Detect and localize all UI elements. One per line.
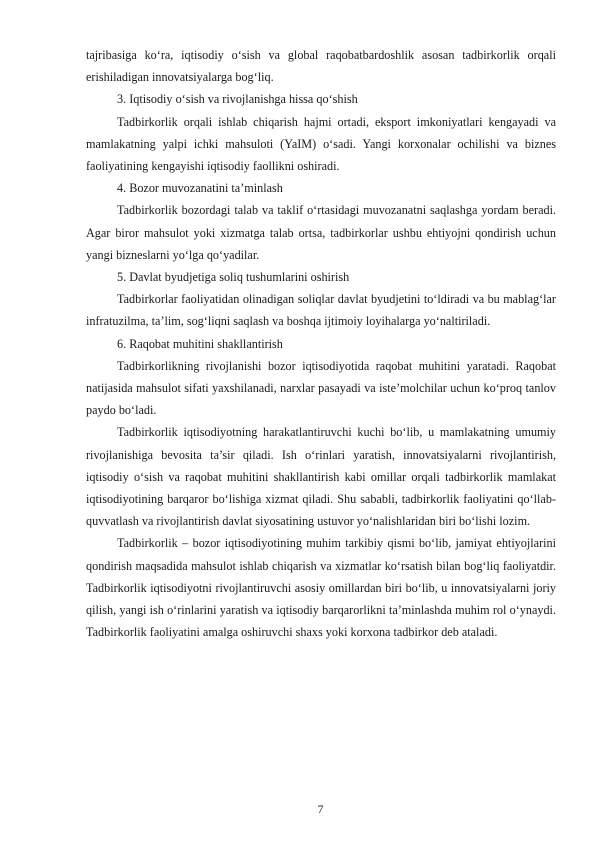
- paragraph-driving-force: Tadbirkorlik iqtisodiyotning harakatlantiruvchi kuchi bo‘lib, u mamlakatning umumiy rivojlanishiga bevosita ta’sir qiladi. Ish o‘rinlari yaratish, innovatsiyalarni rivojlantirish, iqtisodiy o‘sish va raqobat muhitini shakllantirish kabi omillar orqali tadbirkorlik mamlakat iqtisodiyotining barqaror bo‘lishiga xizmat qiladi. Shu sababli, tadbirkorlik faoliyatini qo‘llab-quvvatlash va rivojlantirish davlat siyosatining ustuvor yo‘nalishlaridan biri bo‘lishi lozim.: [86, 425, 556, 529]
- paragraph-tax-revenue: Tadbirkorlar faoliyatidan olinadigan soliqlar davlat byudjetini to‘ldiradi va bu mablag‘lar infratuzilma, ta’lim, sog‘liqni saqlash va boshqa ijtimoiy loyihalarga yo‘naltiriladi.: [86, 292, 556, 329]
- section-heading-6: 6. Raqobat muhitini shakllantirish: [117, 336, 283, 351]
- paragraph-intro-continuation: tajribasiga ko‘ra, iqtisodiy o‘sish va global raqobatbardoshlik asosan tadbirkorlik orqali erishiladigan innovatsiyalarga bog‘liq.: [86, 48, 556, 85]
- section-heading-5: 5. Davlat byudjetiga soliq tushumlarini oshirish: [117, 270, 350, 285]
- paragraph-market-balance: Tadbirkorlik bozordagi talab va taklif o‘rtasidagi muvozanatni saqlashga yordam beradi. Agar biror mahsulot yoki xizmatga talab ortsa, tadbirkorlar ushbu ehtiyojni qondirish uchun yangi bizneslarni yo‘lga qo‘yadilar.: [86, 203, 556, 262]
- section-heading-4: 4. Bozor muvozanatini ta’minlash: [117, 181, 283, 196]
- paragraph-economic-growth: Tadbirkorlik orqali ishlab chiqarish hajmi ortadi, eksport imkoniyatlari kengayadi va mamlakatning yalpi ichki mahsuloti (YaIM) o‘sadi. Yangi korxonalar ochilishi va biznes faoliyatining kengayishi iqtisodiy faollikni oshiradi.: [86, 114, 556, 174]
- page-number: 7: [317, 804, 324, 816]
- paragraph-definition: Tadbirkorlik – bozor iqtisodiyotining muhim tarkibiy qismi bo‘lib, jamiyat ehtiyojlarini qondirish maqsadida mahsulot ishlab chiqarish va xizmatlar ko‘rsatish bilan bog‘liq faoliyatdir. Tadbirkorlik iqtisodiyotni rivojlantiruvchi asosiy omillardan biri bo‘lib, u innovatsiyalarni joriy qilish, yangi ish o‘rinlarini yaratish va iqtisodiy barqarorlikni ta’minlashda muhim rol o‘ynaydi. Tadbirkorlik faoliyatini amalga oshiruvchi shaxs yoki korxona tadbirkor deb ataladi.: [86, 536, 556, 640]
- section-heading-3: 3. Iqtisodiy o‘sish va rivojlanishga hissa qo‘shish: [117, 92, 358, 107]
- paragraph-competition: Tadbirkorlikning rivojlanishi bozor iqtisodiyotida raqobat muhitini yaratadi. Raqobat natijasida mahsulot sifati yaxshilanadi, narxlar pasayadi va iste’molchilar uchun ko‘proq tanlov paydo bo‘ladi.: [86, 358, 556, 418]
- document-page: [86, 44, 556, 643]
